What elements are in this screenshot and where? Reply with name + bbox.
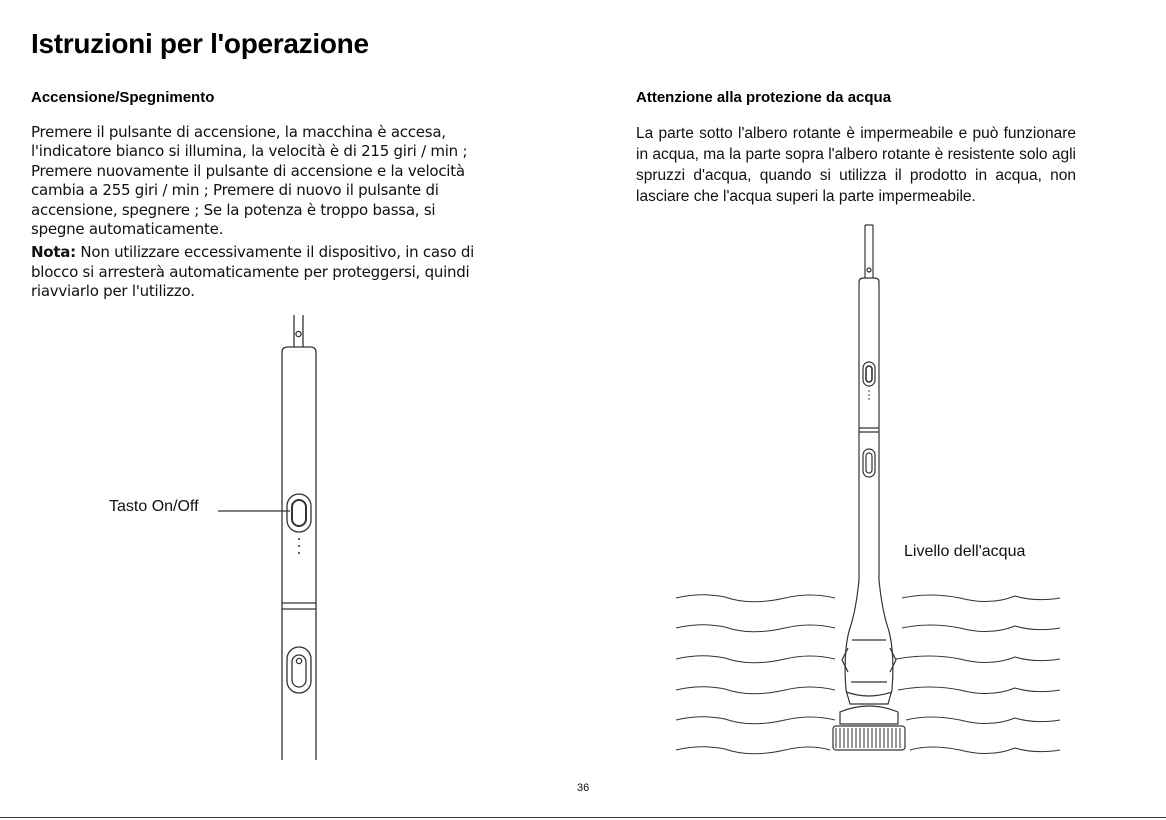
device-lower-button-icon — [863, 449, 875, 477]
button-callout: Tasto On/Off — [109, 498, 199, 515]
power-line-3: Premere nuovamente il pulsante di accensione e la velocità — [31, 161, 465, 180]
device-head — [833, 580, 905, 750]
device-shaft — [859, 225, 879, 580]
note-label: Nota: — [31, 243, 76, 262]
power-heading: Accensione/Spegnimento — [31, 89, 215, 106]
page-number: 36 — [577, 782, 590, 794]
power-line-4: cambia a 255 giri / min ; Premere di nuovo il pulsante di — [31, 181, 439, 200]
device-button-icon — [863, 362, 875, 386]
power-line-5: accensione, spegnere ; Se la potenza è troppo bassa, si — [31, 200, 436, 219]
page-title: Istruzioni per l'operazione — [31, 28, 369, 59]
note-text: Non utilizzare eccessivamente il dispositivo, in caso di blocco si arresterà automaticamente per proteggersi, quindi riavviarlo per l'utilizzo. — [31, 243, 475, 301]
power-line-6: spegne automaticamente. — [31, 220, 224, 239]
water-heading: Attenzione alla protezione da acqua — [636, 89, 892, 106]
power-line-2: l'indicatore bianco si illumina, la velocità è di 215 giri / min ; — [31, 142, 468, 161]
water-level-callout: Livello dell'acqua — [904, 543, 1026, 560]
bottom-rule — [0, 817, 1166, 818]
water-text: La parte sotto l'albero rotante è impermeabile e può funzionare in acqua, ma la parte sopra l'albero rotante è resistente solo agli spruzzi d'acqua, quando si utilizza il prodotto in acqua, non lasciare che l'acqua superi la parte impermeabile. — [636, 125, 1076, 205]
device-dots-icon — [868, 390, 870, 400]
power-line-1: Premere il pulsante di accensione, la macchina è accesa, — [31, 123, 446, 141]
